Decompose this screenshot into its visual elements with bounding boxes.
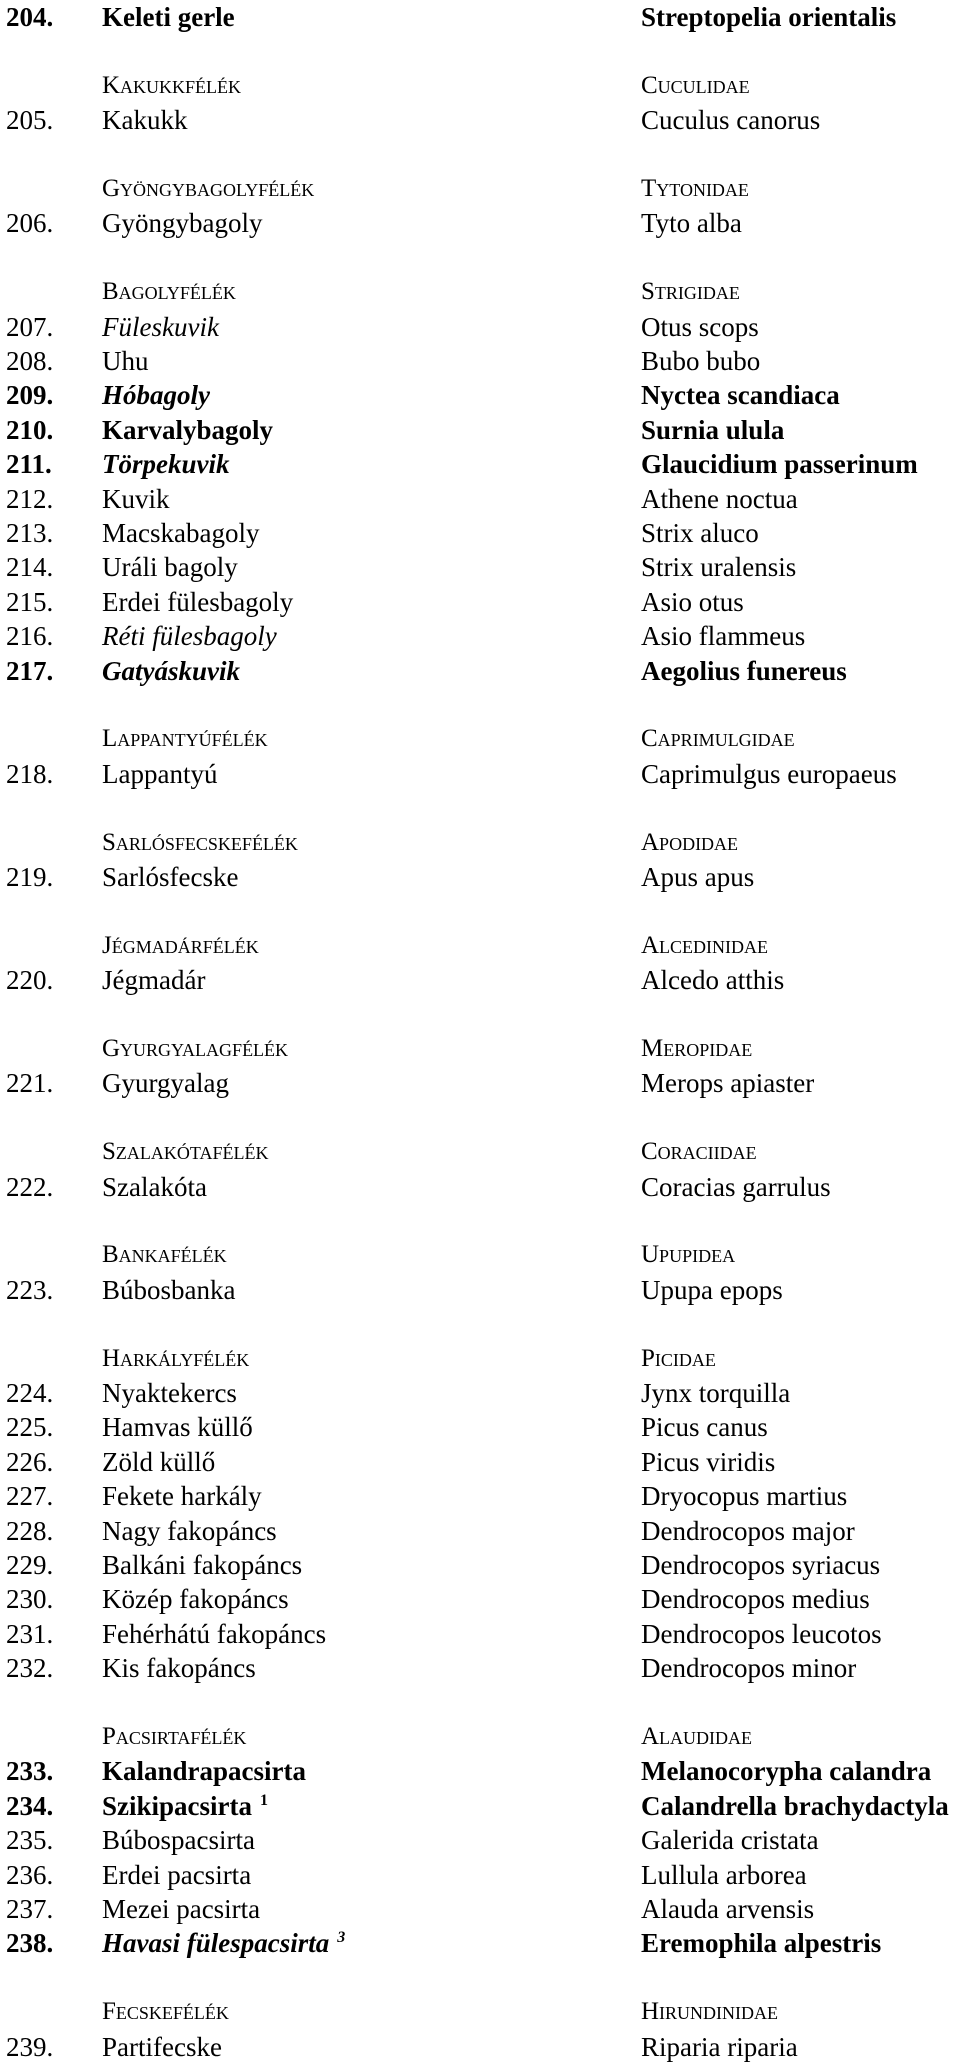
family-heading	[0, 826, 960, 860]
species-entry	[0, 0, 960, 34]
species-name-hungarian-text: Uráli bagoly	[102, 552, 238, 583]
species-name-hungarian-text: Lappantyú	[102, 758, 218, 789]
species-name-latin: Otus scops	[641, 311, 759, 342]
species-name-latin: Alcedo atthis	[641, 965, 785, 996]
species-name-hungarian-text: Balkáni fakopáncs	[102, 1550, 303, 1580]
species-name-latin: Picus viridis	[641, 1446, 776, 1477]
species-name-hungarian	[102, 1376, 237, 1410]
species-entry	[0, 1376, 960, 1410]
species-name-latin: Glaucidium passerinum	[641, 449, 918, 480]
species-entry	[0, 1445, 960, 1479]
family-name-latin: Alaudidae	[641, 1723, 753, 1750]
species-name-hungarian-text: Erdei pacsirta	[102, 1859, 252, 1890]
species-name-latin: Streptopelia orientalis	[641, 2, 897, 32]
species-name-latin: Apus apus	[641, 862, 755, 892]
species-name-hungarian-text: Gyöngybagoly	[102, 208, 263, 239]
species-entry	[0, 1651, 960, 1685]
species-number: 225.	[6, 1412, 54, 1443]
family-heading	[0, 69, 960, 103]
species-entry	[0, 103, 960, 137]
species-name-hungarian-text: Nyaktekercs	[102, 1378, 237, 1408]
species-number: 226.	[6, 1446, 54, 1477]
species-number: 210.	[6, 414, 54, 445]
family-name-latin: Apodidae	[641, 828, 739, 856]
species-name-hungarian	[102, 0, 235, 34]
species-name-latin: Dryocopus martius	[641, 1481, 848, 1512]
family-heading	[0, 1342, 960, 1376]
species-name-latin: Jynx torquilla	[641, 1378, 791, 1408]
species-number: 229.	[6, 1550, 54, 1580]
species-number: 211.	[6, 449, 52, 480]
footnote-marker: 1	[260, 1791, 269, 1809]
family-name-latin: Upupidea	[641, 1241, 736, 1269]
species-name-hungarian	[102, 1754, 306, 1788]
species-name-hungarian-text: Törpekuvik	[102, 449, 230, 480]
family-name-hungarian: Gyurgyalagfélék	[102, 1035, 289, 1062]
species-entry	[0, 963, 960, 997]
species-entry	[0, 1273, 960, 1307]
species-number: 227.	[6, 1481, 54, 1512]
species-name-latin: Calandrella brachydactyla	[641, 1790, 949, 1821]
species-name-latin: Surnia ulula	[641, 414, 785, 445]
species-name-hungarian	[102, 1548, 302, 1582]
family-name-latin: Strigidae	[641, 278, 740, 306]
species-name-latin: Dendrocopos major	[641, 1515, 855, 1546]
species-entry	[0, 344, 960, 378]
species-name-hungarian	[102, 1892, 260, 1926]
species-name-hungarian	[102, 344, 149, 378]
species-number: 222.	[6, 1171, 54, 1202]
species-name-latin: Asio otus	[641, 586, 744, 617]
species-number: 205.	[6, 105, 54, 136]
species-name-latin: Nyctea scandiaca	[641, 380, 840, 411]
species-name-hungarian	[102, 1445, 215, 1479]
species-number: 221.	[6, 1068, 54, 1099]
species-name-hungarian	[102, 1858, 251, 1892]
species-number: 236.	[6, 1859, 54, 1890]
family-name-hungarian: Gyöngybagolyfélék	[102, 175, 315, 202]
blank-line	[0, 894, 960, 928]
species-name-latin: Lullula arborea	[641, 1859, 807, 1890]
species-entry	[0, 1789, 960, 1823]
species-entry	[0, 310, 960, 344]
species-number: 215.	[6, 586, 54, 617]
family-name-hungarian: Szalakótafélék	[102, 1138, 269, 1166]
species-entry	[0, 1617, 960, 1651]
species-entry	[0, 2030, 960, 2064]
blank-line	[0, 1307, 960, 1341]
family-heading	[0, 172, 960, 206]
species-name-hungarian	[102, 1651, 256, 1685]
species-entry	[0, 1858, 960, 1892]
family-name-latin: Coraciidae	[641, 1138, 757, 1166]
species-number: 237.	[6, 1894, 54, 1924]
species-name-hungarian	[102, 206, 262, 240]
species-number: 207.	[6, 311, 54, 342]
family-name-hungarian: Lappantyúfélék	[102, 725, 268, 753]
species-number: 224.	[6, 1378, 54, 1408]
species-name-hungarian-text: Keleti gerle	[102, 2, 235, 32]
species-name-latin: Strix uralensis	[641, 552, 797, 583]
species-name-hungarian-text: Nagy fakopáncs	[102, 1515, 277, 1546]
family-heading	[0, 1238, 960, 1272]
family-name-hungarian: Kakukkfélék	[102, 71, 242, 99]
species-name-hungarian	[102, 1066, 229, 1100]
species-name-hungarian-text: Közép fakopáncs	[102, 1584, 289, 1615]
species-name-hungarian-text: Gyurgyalag	[102, 1068, 229, 1099]
footnote-marker: 3	[337, 1929, 346, 1947]
blank-line	[0, 138, 960, 172]
species-entry	[0, 1548, 960, 1582]
family-name-latin: Meropidae	[641, 1035, 753, 1062]
species-entry	[0, 516, 960, 550]
species-name-hungarian-text: Szalakóta	[102, 1171, 207, 1202]
species-name-hungarian	[102, 103, 187, 137]
species-name-hungarian-text: Kalandrapacsirta	[102, 1756, 307, 1787]
family-name-hungarian: Harkályfélék	[102, 1344, 250, 1372]
family-name-latin: Picidae	[641, 1344, 716, 1372]
species-number: 213.	[6, 518, 54, 548]
species-entry	[0, 1410, 960, 1444]
species-entry	[0, 654, 960, 688]
blank-line	[0, 1101, 960, 1135]
species-entry	[0, 1479, 960, 1513]
species-name-hungarian-text: Füleskuvik	[102, 311, 219, 342]
family-name-hungarian: Bankafélék	[102, 1241, 227, 1269]
species-name-hungarian	[102, 550, 238, 584]
family-heading	[0, 929, 960, 963]
species-entry	[0, 1170, 960, 1204]
species-name-hungarian-text: Fehérhátú fakopáncs	[102, 1618, 327, 1649]
family-name-latin: Hirundinidae	[641, 1998, 779, 2026]
species-entry	[0, 1066, 960, 1100]
species-name-latin: Alauda arvensis	[641, 1894, 815, 1924]
species-entry	[0, 757, 960, 791]
species-name-latin: Dendrocopos leucotos	[641, 1618, 882, 1649]
species-number: 220.	[6, 965, 54, 996]
species-name-hungarian-text: Kis fakopáncs	[102, 1653, 256, 1684]
species-number: 231.	[6, 1618, 54, 1649]
species-entry	[0, 1582, 960, 1616]
family-name-hungarian: Fecskefélék	[102, 1998, 229, 2026]
species-name-latin: Dendrocopos minor	[641, 1653, 857, 1684]
species-entry	[0, 206, 960, 240]
species-number: 239.	[6, 2031, 54, 2062]
species-number: 223.	[6, 1274, 54, 1305]
species-name-hungarian	[102, 2030, 222, 2064]
species-name-hungarian	[102, 757, 217, 791]
species-name-hungarian-text: Erdei fülesbagoly	[102, 586, 294, 617]
species-number: 214.	[6, 552, 54, 583]
species-entry	[0, 482, 960, 516]
family-heading	[0, 1995, 960, 2029]
blank-line	[0, 791, 960, 825]
species-name-hungarian-text: Réti fülesbagoly	[102, 621, 277, 652]
blank-line	[0, 998, 960, 1032]
species-entry	[0, 378, 960, 412]
species-name-latin: Cuculus canorus	[641, 105, 821, 136]
species-name-latin: Coracias garrulus	[641, 1171, 831, 1202]
species-number: 232.	[6, 1653, 54, 1684]
family-heading	[0, 1720, 960, 1754]
species-name-hungarian	[102, 860, 238, 894]
species-name-latin: Bubo bubo	[641, 346, 761, 376]
species-name-latin: Melanocorypha calandra	[641, 1756, 932, 1787]
species-name-hungarian	[102, 1479, 262, 1513]
species-name-latin: Galerida cristata	[641, 1825, 819, 1856]
family-heading	[0, 1135, 960, 1169]
species-name-hungarian-text: Kakukk	[102, 105, 188, 136]
species-name-hungarian	[102, 413, 273, 447]
species-name-hungarian-text: Kuvik	[102, 483, 170, 514]
family-name-latin: Caprimulgidae	[641, 725, 795, 753]
species-name-hungarian	[102, 447, 230, 481]
species-name-hungarian-text: Búbospacsirta	[102, 1825, 255, 1856]
species-name-hungarian-text: Hamvas küllő	[102, 1412, 253, 1443]
family-heading	[0, 275, 960, 309]
species-name-latin: Tyto alba	[641, 208, 742, 239]
species-name-hungarian-text: Hóbagoly	[102, 380, 210, 411]
species-entry	[0, 1892, 960, 1926]
family-name-hungarian: Sarlósfecskefélék	[102, 828, 298, 856]
family-name-latin: Cuculidae	[641, 71, 750, 99]
family-heading	[0, 1032, 960, 1066]
species-name-latin: Strix aluco	[641, 518, 759, 548]
species-number: 218.	[6, 758, 54, 789]
family-name-latin: Tytonidae	[641, 175, 749, 202]
species-number: 208.	[6, 346, 54, 376]
species-name-hungarian	[102, 619, 277, 653]
species-name-hungarian-text: Búbosbanka	[102, 1274, 236, 1305]
species-name-hungarian-text: Mezei pacsirta	[102, 1894, 261, 1924]
species-entry	[0, 1926, 960, 1960]
species-name-latin: Riparia riparia	[641, 2031, 798, 2062]
species-name-hungarian	[102, 310, 219, 344]
species-name-latin: Asio flammeus	[641, 621, 806, 652]
species-name-hungarian	[102, 1170, 207, 1204]
species-number: 209.	[6, 380, 54, 411]
blank-line	[0, 1204, 960, 1238]
species-entry	[0, 1754, 960, 1788]
species-name-hungarian-text: Sarlósfecske	[102, 862, 239, 892]
family-heading	[0, 722, 960, 756]
species-name-hungarian	[102, 1582, 289, 1616]
species-name-latin: Caprimulgus europaeus	[641, 758, 897, 789]
species-name-latin: Dendrocopos syriacus	[641, 1550, 881, 1580]
species-name-hungarian-text: Szikipacsirta	[102, 1790, 253, 1821]
species-name-hungarian-text: Karvalybagoly	[102, 414, 274, 445]
species-number: 233.	[6, 1756, 54, 1787]
species-name-hungarian	[102, 482, 170, 516]
species-name-latin: Athene noctua	[641, 483, 798, 514]
species-name-latin: Dendrocopos medius	[641, 1584, 870, 1615]
species-name-hungarian	[102, 516, 259, 550]
family-name-hungarian: Pacsirtafélék	[102, 1723, 247, 1750]
species-name-hungarian-text: Partifecske	[102, 2031, 222, 2062]
species-name-hungarian	[102, 1410, 253, 1444]
blank-line	[0, 1961, 960, 1995]
species-name-latin: Eremophila alpestris	[641, 1928, 882, 1959]
species-name-hungarian	[102, 1617, 326, 1651]
species-name-hungarian	[102, 1823, 255, 1857]
species-name-latin: Merops apiaster	[641, 1068, 815, 1099]
species-number: 206.	[6, 208, 54, 239]
species-name-hungarian	[102, 378, 210, 412]
species-name-hungarian-text: Uhu	[102, 346, 149, 376]
species-number: 234.	[6, 1790, 54, 1821]
blank-line	[0, 1686, 960, 1720]
blank-line	[0, 688, 960, 722]
species-number: 216.	[6, 621, 54, 652]
species-number: 204.	[6, 2, 54, 32]
species-number: 228.	[6, 1515, 54, 1546]
species-name-hungarian	[102, 1273, 235, 1307]
species-entry	[0, 619, 960, 653]
species-name-hungarian-text: Jégmadár	[102, 965, 206, 996]
species-name-hungarian-text: Havasi fülespacsirta	[102, 1928, 330, 1959]
species-entry	[0, 585, 960, 619]
family-name-latin: Alcedinidae	[641, 931, 769, 959]
species-name-latin: Picus canus	[641, 1412, 768, 1443]
blank-line	[0, 241, 960, 275]
species-entry	[0, 1823, 960, 1857]
species-entry	[0, 413, 960, 447]
species-entry	[0, 447, 960, 481]
family-name-hungarian: Bagolyfélék	[102, 278, 236, 306]
species-number: 238.	[6, 1928, 54, 1959]
species-name-hungarian-text: Fekete harkály	[102, 1481, 262, 1512]
species-number: 219.	[6, 862, 54, 892]
family-name-hungarian: Jégmadárfélék	[102, 931, 259, 959]
blank-line	[0, 34, 960, 68]
species-entry	[0, 860, 960, 894]
species-number: 230.	[6, 1584, 54, 1615]
species-name-hungarian	[102, 963, 205, 997]
species-name-hungarian	[102, 1514, 277, 1548]
species-name-latin: Aegolius funereus	[641, 655, 847, 686]
species-entry	[0, 550, 960, 584]
species-name-hungarian-text: Macskabagoly	[102, 518, 260, 548]
species-number: 212.	[6, 483, 54, 514]
species-name-hungarian-text: Zöld küllő	[102, 1446, 216, 1477]
species-name-hungarian	[102, 585, 293, 619]
species-entry	[0, 1514, 960, 1548]
species-number: 217.	[6, 655, 54, 686]
species-number: 235.	[6, 1825, 54, 1856]
species-name-hungarian	[102, 654, 240, 688]
species-name-latin: Upupa epops	[641, 1274, 783, 1305]
species-name-hungarian-text: Gatyáskuvik	[102, 655, 240, 686]
